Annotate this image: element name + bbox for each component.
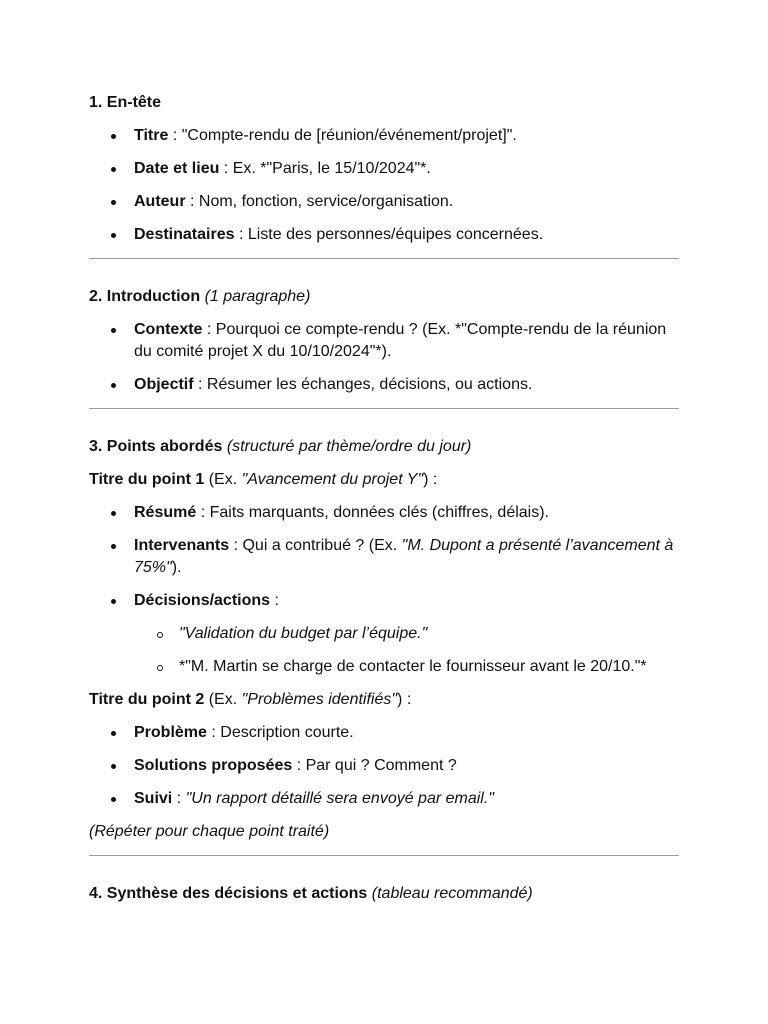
- bullet-icon: [111, 731, 116, 736]
- list-item: Titre : "Compte-rendu de [réunion/événement/projet]".: [89, 125, 679, 147]
- point-2-title: Titre du point 2 (Ex. "Problèmes identifiés") :: [89, 691, 412, 708]
- bullet-icon: [111, 599, 116, 604]
- list-item: Décisions/actions : "Validation du budget par l’équipe." *"M. Martin se charge de contacter le fournisseur avant le 20/10."*: [89, 590, 679, 678]
- list-item: Contexte : Pourquoi ce compte-rendu ? (Ex. *"Compte-rendu de la réunion du comité projet X du 10/10/2024"*).: [89, 319, 679, 363]
- bullet-icon: [111, 383, 116, 388]
- bullet-icon: [111, 233, 116, 238]
- section-divider: [89, 855, 679, 856]
- section-divider: [89, 258, 679, 259]
- bullet-icon: [111, 200, 116, 205]
- point-1-title: Titre du point 1 (Ex. "Avancement du projet Y") :: [89, 471, 438, 488]
- sub-list-item: "Validation du budget par l’équipe.": [134, 623, 679, 645]
- section-divider: [89, 408, 679, 409]
- bullet-icon: [111, 764, 116, 769]
- bullet-icon: [111, 544, 116, 549]
- bullet-icon: [111, 797, 116, 802]
- list-item: Résumé : Faits marquants, données clés (chiffres, délais).: [89, 502, 679, 524]
- list-item: Objectif : Résumer les échanges, décisions, ou actions.: [89, 374, 679, 396]
- section-1-heading: 1. En-tête: [89, 94, 162, 111]
- section-3-heading: 3. Points abordés (structuré par thème/ordre du jour): [89, 438, 472, 455]
- document-content: [89, 92, 679, 916]
- list-item: Date et lieu : Ex. *"Paris, le 15/10/2024"*.: [89, 158, 679, 180]
- list-item: Problème : Description courte.: [89, 722, 679, 744]
- section-2-list: [89, 319, 679, 396]
- bullet-icon: [111, 167, 116, 172]
- circle-bullet-icon: [157, 632, 163, 638]
- section-1-list: [89, 125, 679, 246]
- list-item: Auteur : Nom, fonction, service/organisation.: [89, 191, 679, 213]
- list-item: Destinataires : Liste des personnes/équipes concernées.: [89, 224, 679, 246]
- list-item: Solutions proposées : Par qui ? Comment ?: [89, 755, 679, 777]
- repeat-note: (Répéter pour chaque point traité): [89, 823, 330, 840]
- point-1-list: [89, 502, 679, 678]
- section-4-heading: 4. Synthèse des décisions et actions (tableau recommandé): [89, 885, 533, 902]
- section-2-heading: 2. Introduction (1 paragraphe): [89, 288, 311, 305]
- list-item: Suivi : "Un rapport détaillé sera envoyé par email.": [89, 788, 679, 810]
- decisions-sublist: [134, 623, 679, 678]
- point-2-list: [89, 722, 679, 810]
- bullet-icon: [111, 328, 116, 333]
- circle-bullet-icon: [157, 665, 163, 671]
- bullet-icon: [111, 511, 116, 516]
- list-item: Intervenants : Qui a contribué ? (Ex. "M. Dupont a présenté l’avancement à 75%").: [89, 535, 679, 579]
- bullet-icon: [111, 134, 116, 139]
- sub-list-item: *"M. Martin se charge de contacter le fournisseur avant le 20/10."*: [134, 656, 679, 678]
